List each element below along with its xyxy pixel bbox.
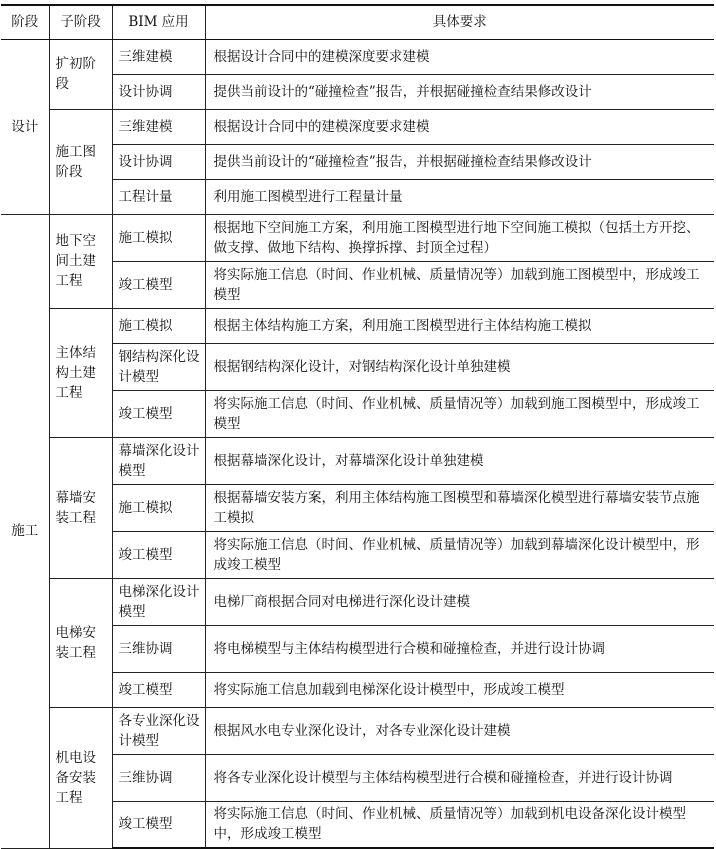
bim-app-cell: 设计协调 (112, 144, 205, 179)
substage-cell: 电梯安装工程 (49, 578, 112, 707)
substage-cell: 幕墙安装工程 (49, 437, 112, 578)
substage-cell: 施工图阶段 (49, 109, 112, 214)
bim-app-cell: 电梯深化设计模型 (112, 578, 205, 625)
bim-requirements-table (1, 4, 714, 849)
header-stage: 阶段 (1, 5, 49, 39)
header-row (1, 5, 714, 39)
bim-app-cell: 施工模拟 (112, 214, 205, 261)
requirement-cell: 根据幕墙安装方案，利用主体结构施工图模型和幕墙深化模型进行幕墙安装节点施工模拟 (205, 484, 714, 531)
bim-app-cell: 三维协调 (112, 625, 205, 672)
bim-app-cell: 竣工模型 (112, 531, 205, 578)
requirement-cell: 根据钢结构深化设计，对钢结构深化设计单独建模 (205, 343, 714, 390)
bim-app-cell: 施工模拟 (112, 308, 205, 343)
requirement-cell: 根据幕墙深化设计，对幕墙深化设计单独建模 (205, 437, 714, 484)
bim-app-cell: 钢结构深化设计模型 (112, 343, 205, 390)
requirement-cell: 将实际施工信息（时间、作业机械、质量情况等）加载到机电设备深化设计模型中，形成竣工模型 (205, 801, 714, 848)
table-row (1, 214, 714, 261)
bim-app-cell: 幕墙深化设计模型 (112, 437, 205, 484)
bim-app-cell: 施工模拟 (112, 484, 205, 531)
header-bim-application: BIM 应用 (112, 5, 205, 39)
bim-app-cell: 竣工模型 (112, 672, 205, 707)
requirement-cell: 提供当前设计的“碰撞检查”报告，并根据碰撞检查结果修改设计 (205, 144, 714, 179)
substage-cell: 机电设备安装工程 (49, 707, 112, 848)
bim-app-cell: 三维建模 (112, 39, 205, 74)
requirement-cell: 将实际施工信息（时间、作业机械、质量情况等）加载到幕墙深化设计模型中，形成竣工模型 (205, 531, 714, 578)
bim-app-cell: 各专业深化设计模型 (112, 707, 205, 754)
bim-app-cell: 三维建模 (112, 109, 205, 144)
requirement-cell: 将实际施工信息（时间、作业机械、质量情况等）加载到施工图模型中，形成竣工模型 (205, 390, 714, 437)
requirement-cell: 提供当前设计的“碰撞检查”报告，并根据碰撞检查结果修改设计 (205, 74, 714, 109)
requirement-cell: 利用施工图模型进行工程量计量 (205, 179, 714, 214)
requirement-cell: 将实际施工信息加载到电梯深化设计模型中，形成竣工模型 (205, 672, 714, 707)
bim-app-cell: 竣工模型 (112, 801, 205, 848)
header-substage: 子阶段 (49, 5, 112, 39)
stage-cell-design: 设计 (1, 39, 49, 214)
bim-app-cell: 工程计量 (112, 179, 205, 214)
bim-app-cell: 竣工模型 (112, 390, 205, 437)
requirement-cell: 根据主体结构施工方案，利用施工图模型进行主体结构施工模拟 (205, 308, 714, 343)
substage-cell: 地下空间土建工程 (49, 214, 112, 308)
table-row (1, 308, 714, 343)
requirement-cell: 将实际施工信息（时间、作业机械、质量情况等）加载到施工图模型中，形成竣工模型 (205, 261, 714, 308)
bim-app-cell: 竣工模型 (112, 261, 205, 308)
header-requirement: 具体要求 (205, 5, 714, 39)
requirement-cell: 根据地下空间施工方案，利用施工图模型进行地下空间施工模拟（包括土方开挖、做支撑、做地下结构、换撑拆撑、封顶全过程） (205, 214, 714, 261)
substage-cell: 扩初阶段 (49, 39, 112, 109)
table-row (1, 39, 714, 74)
stage-cell-construction: 施工 (1, 214, 49, 848)
table-row (1, 109, 714, 144)
substage-cell: 主体结构土建工程 (49, 308, 112, 437)
bim-app-cell: 设计协调 (112, 74, 205, 109)
requirement-cell: 将电梯模型与主体结构模型进行合模和碰撞检查，并进行设计协调 (205, 625, 714, 672)
requirement-cell: 电梯厂商根据合同对电梯进行深化设计建模 (205, 578, 714, 625)
bim-app-cell: 三维协调 (112, 754, 205, 801)
requirement-cell: 根据设计合同中的建模深度要求建模 (205, 109, 714, 144)
requirement-cell: 将各专业深化设计模型与主体结构模型进行合模和碰撞检查，并进行设计协调 (205, 754, 714, 801)
table-row (1, 437, 714, 484)
table-row (1, 578, 714, 625)
requirement-cell: 根据设计合同中的建模深度要求建模 (205, 39, 714, 74)
requirement-cell: 根据风水电专业深化设计，对各专业深化设计建模 (205, 707, 714, 754)
table-row (1, 707, 714, 754)
